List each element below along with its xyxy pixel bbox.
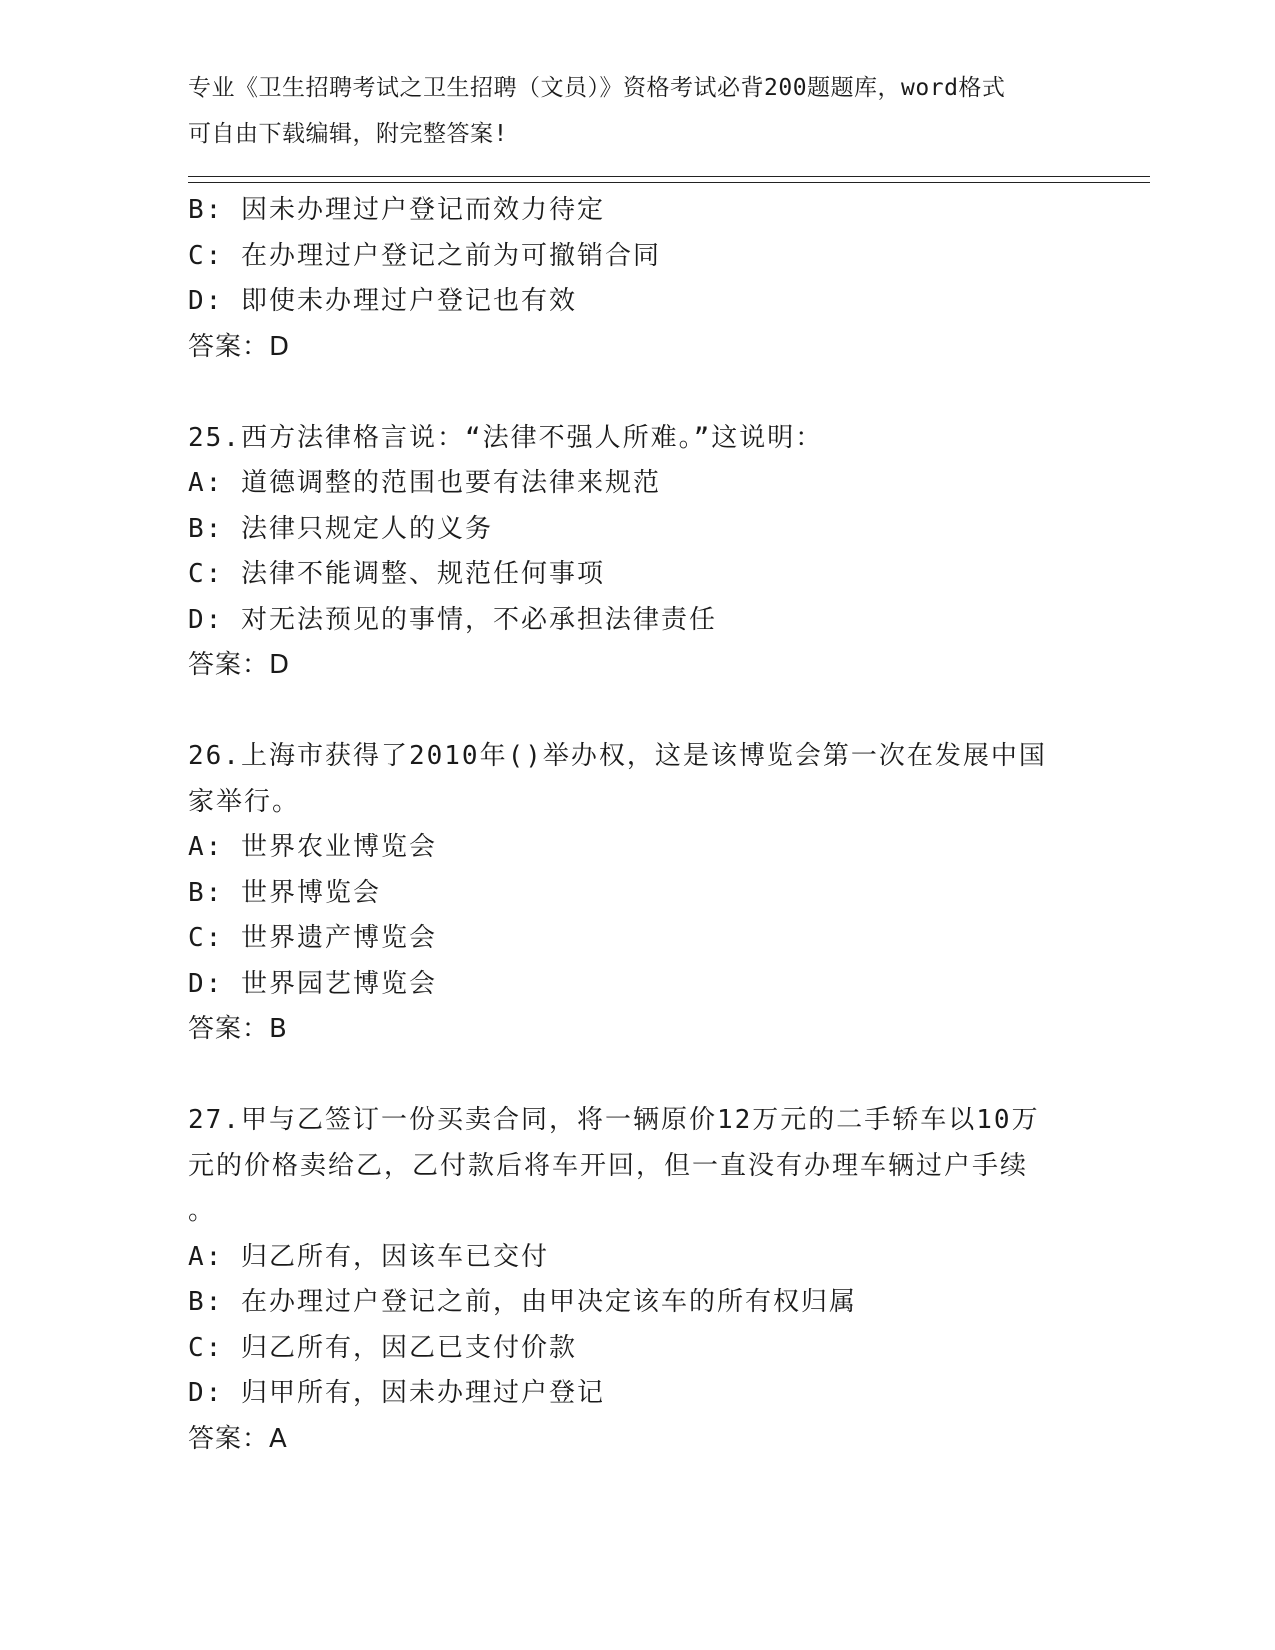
- option-c: C: 归乙所有，因乙已支付价款: [188, 1332, 577, 1363]
- question-stem: 25.西方法律格言说：“法律不强人所难。”这说明：: [188, 422, 824, 453]
- header-divider-bottom: [188, 182, 1150, 183]
- spacer: [188, 1053, 1088, 1099]
- option-a: A: 道德调整的范围也要有法律来规范: [188, 468, 661, 498]
- header-divider-top: [188, 176, 1150, 177]
- option-b: B: 世界博览会: [188, 877, 381, 908]
- answer-line: 答案：A: [188, 1423, 288, 1454]
- option-d: D: 对无法预见的事情，不必承担法律责任: [188, 604, 717, 635]
- question-25: [188, 416, 1088, 689]
- option-c: C: 世界遗产博览会: [188, 923, 437, 953]
- option-c: C: 法律不能调整、规范任何事项: [188, 559, 605, 589]
- document-header: [188, 72, 1088, 163]
- question-stem-line3: 。: [188, 1196, 217, 1226]
- spacer: [188, 370, 1088, 416]
- question-27: [188, 1098, 1088, 1462]
- question-stem-line2: 元的价格卖给乙，乙付款后将车开回，但一直没有办理车辆过户手续: [188, 1150, 1029, 1181]
- header-title-line2: 可自由下载编辑，附完整答案!: [188, 120, 508, 147]
- answer-line: 答案：D: [188, 650, 291, 680]
- header-title-line1: 专业《卫生招聘考试之卫生招聘（文员）》资格考试必背200题题库，word格式: [188, 75, 1006, 101]
- option-d: D: 即使未办理过户登记也有效: [188, 286, 577, 316]
- question-stem-line1: 26.上海市获得了2010年()举办权，这是该博览会第一次在发展中国: [188, 741, 1047, 771]
- option-b: B: 法律只规定人的义务: [188, 513, 493, 544]
- question-26: [188, 734, 1088, 1053]
- option-d: D: 世界园艺博览会: [188, 968, 437, 999]
- option-a: A: 世界农业博览会: [188, 832, 437, 862]
- option-c: C: 在办理过户登记之前为可撤销合同: [188, 240, 661, 271]
- question-list: [188, 188, 1088, 1462]
- option-d: D: 归甲所有，因未办理过户登记: [188, 1378, 605, 1408]
- question-stem-line2: 家举行。: [188, 786, 301, 817]
- answer-line: 答案：D: [188, 331, 291, 362]
- answer-line: 答案：B: [188, 1014, 288, 1044]
- question-stem-line1: 27.甲与乙签订一份买卖合同，将一辆原价12万元的二手轿车以10万: [188, 1105, 1040, 1135]
- spacer: [188, 689, 1088, 735]
- option-b: B: 在办理过户登记之前，由甲决定该车的所有权归属: [188, 1287, 857, 1317]
- option-b: B: 因未办理过户登记而效力待定: [188, 195, 605, 225]
- option-a: A: 归乙所有，因该车已交付: [188, 1241, 549, 1272]
- question-24-tail: [188, 188, 1088, 370]
